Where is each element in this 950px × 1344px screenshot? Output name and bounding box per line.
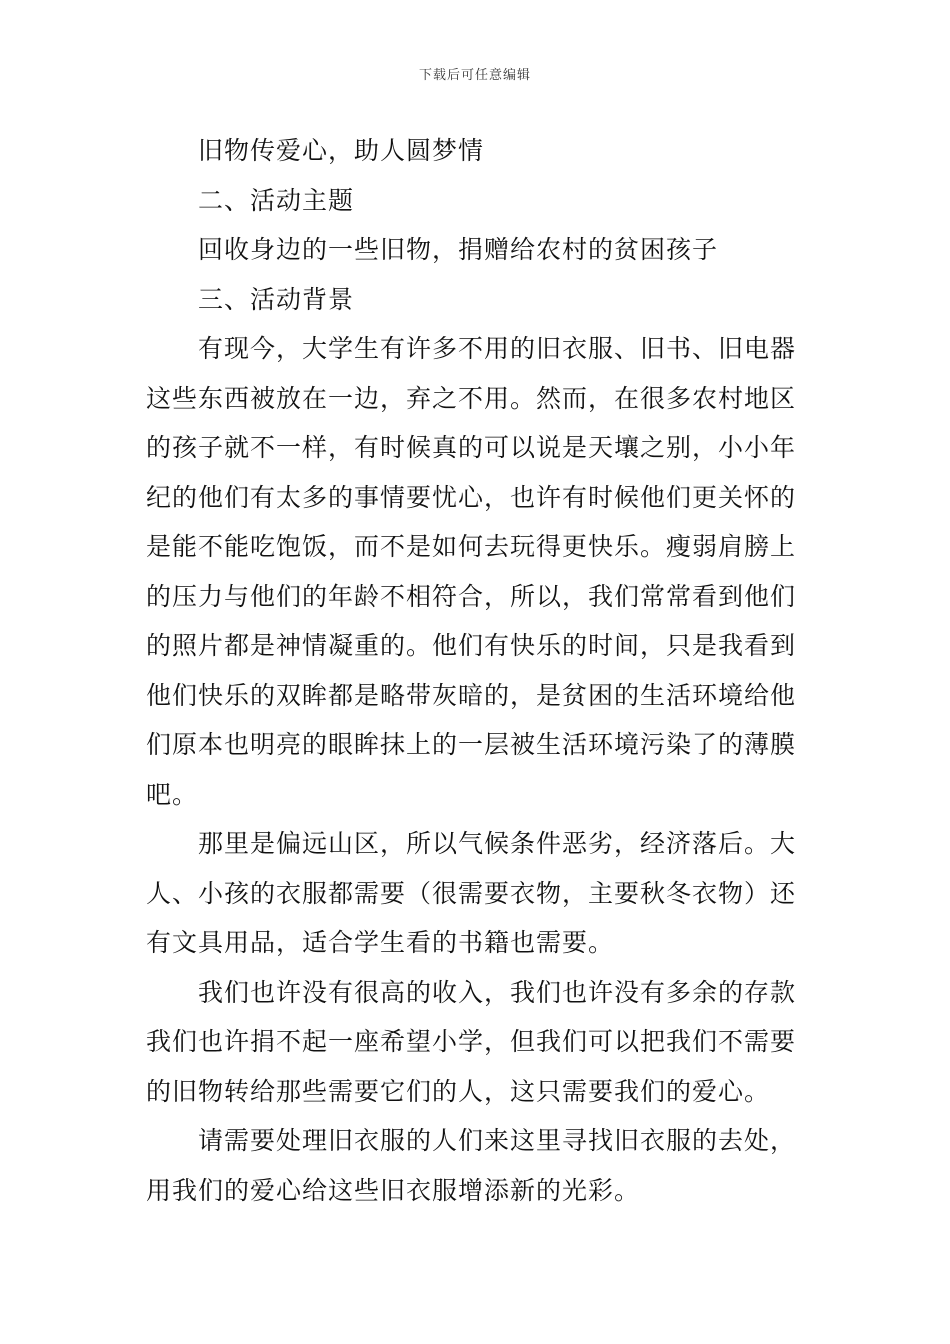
text-line: 用我们的爱心给这些旧衣服增添新的光彩。 <box>146 1175 641 1205</box>
text-line: 们原本也明亮的眼眸抹上的一层被生活环境污染了的薄膜 <box>146 730 797 759</box>
text-line: 的旧物转给那些需要它们的人，这只需要我们的爱心。 <box>146 1076 771 1106</box>
text-line: 请需要处理旧衣服的人们来这里寻找旧衣服的去处， <box>198 1126 797 1155</box>
text-line: 我们也许捐不起一座希望小学，但我们可以把我们不需要 <box>146 1027 797 1056</box>
text-line: 的压力与他们的年龄不相符合，所以，我们常常看到他们 <box>146 581 797 611</box>
text-line: 的照片都是神情凝重的。他们有快乐的时间，只是我看到 <box>146 631 797 660</box>
text-line: 这些东西被放在一边，弃之不用。然而，在很多农村地区 <box>146 383 797 413</box>
text-line: 有现今，大学生有许多不用的旧衣服、旧书、旧电器 <box>198 334 797 363</box>
text-line: 我们也许没有很高的收入，我们也许没有多余的存款 <box>198 977 797 1007</box>
text-line: 他们快乐的双眸都是略带灰暗的，是贫困的生活环境给他 <box>146 680 797 710</box>
text-line: 人、小孩的衣服都需要（很需要衣物，主要秋冬衣物）还 <box>146 878 797 908</box>
text-line: 二、活动主题 <box>198 185 355 215</box>
document-body <box>146 126 808 1215</box>
text-line: 回收身边的一些旧物，捐赠给农村的贫困孩子 <box>198 235 719 264</box>
text-line: 是能不能吃饱饭，而不是如何去玩得更快乐。瘦弱肩膀上 <box>146 532 797 561</box>
text-line: 有文具用品，适合学生看的书籍也需要。 <box>146 928 615 957</box>
page-header: 下载后可任意编辑 <box>418 68 531 83</box>
text-line: 三、活动背景 <box>198 284 355 314</box>
text-line: 纪的他们有太多的事情要忧心，也许有时候他们更关怀的 <box>146 482 797 512</box>
text-line: 吧。 <box>146 779 199 809</box>
text-line: 的孩子就不一样，有时候真的可以说是天壤之别，小小年 <box>146 433 797 462</box>
text-line: 旧物传爱心，助人圆梦情 <box>198 136 485 165</box>
text-line: 那里是偏远山区，所以气候条件恶劣，经济落后。大 <box>198 829 797 858</box>
